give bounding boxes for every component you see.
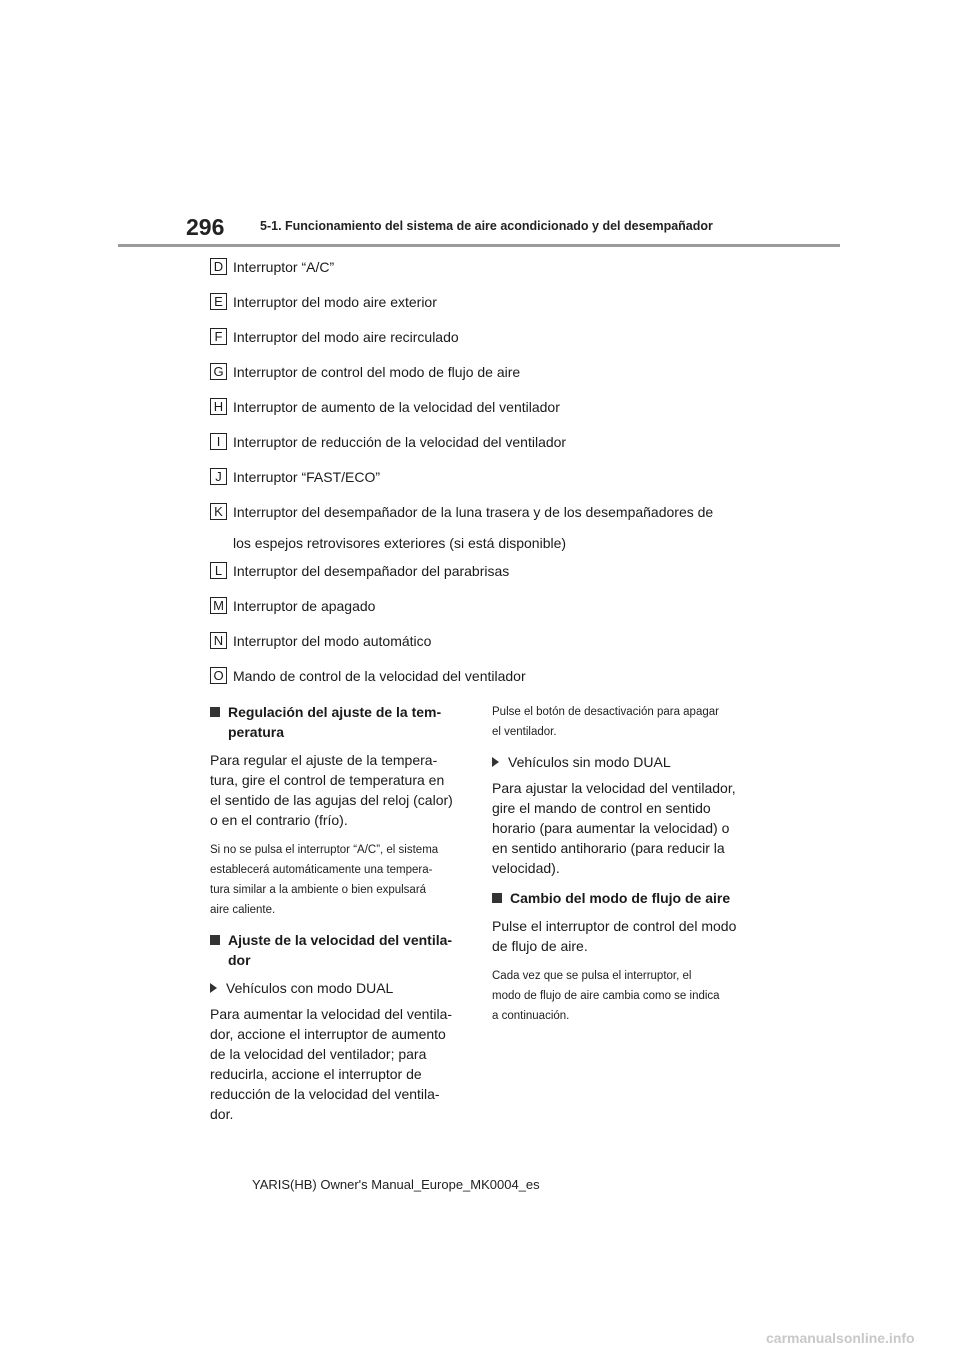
page-number: 296 [186,214,225,240]
legend-item [210,597,770,615]
legend-text [233,398,560,416]
legend-label: Interruptor de control del modo de flujo de aire [233,364,521,380]
legend-text [233,468,380,486]
square-bullet-icon [210,935,220,945]
legend-text [233,503,713,552]
legend-item [210,328,770,346]
letter-badge: M [210,597,227,614]
legend-item [210,667,770,685]
square-bullet-icon [492,893,502,903]
legend-label: Interruptor de apagado [233,598,376,614]
off-button-note: Pulse el botón de desactivación para apagar el ventilador. [492,706,719,738]
legend-item [210,433,770,451]
subheading-dual: Vehículos con modo DUAL [210,978,465,998]
subheading-no-dual: Vehículos sin modo DUAL [492,752,747,772]
letter-badge: I [210,433,227,450]
legend-item [210,258,770,276]
legend-text [233,433,566,451]
legend-label: Interruptor “FAST/ECO” [233,469,381,485]
legend-label-continuation: los espejos retrovisores exteriores (si está disponible) [233,535,567,551]
legend-item [210,632,770,650]
legend-label: Interruptor del modo aire exterior [233,294,437,310]
legend-item [210,503,770,552]
airflow-paragraph: Pulse el interruptor de control del modo de flujo de aire. [492,918,737,954]
dual-paragraph: Para aumentar la velocidad del ventila- dor, accione el interruptor de aumento de la velocidad del ventilador; para reducirla, accione el interruptor de reducción de la velocidad del ventila- dor. [210,1006,453,1122]
temperature-note: Si no se pulsa el interruptor “A/C”, el sistema establecerá automáticamente una tempera- tura similar a la ambiente o bien expulsará aire caliente. [210,844,439,916]
letter-badge: F [210,328,227,345]
legend-label: Interruptor del modo aire recirculado [233,329,459,345]
legend-text [233,667,526,685]
heading-fan-speed: Ajuste de la velocidad del ventila- dor [210,930,465,970]
letter-badge: H [210,398,227,415]
airflow-note: Cada vez que se pulsa el interruptor, el modo de flujo de aire cambia como se indica a continuación. [492,970,720,1022]
letter-badge: L [210,562,227,579]
letter-badge: J [210,468,227,485]
letter-badge: E [210,293,227,310]
legend-label: Interruptor del desempañador de la luna trasera y de los desempañadores de [233,504,714,520]
letter-badge: D [210,258,227,275]
letter-badge: K [210,503,227,520]
legend-text [233,562,509,580]
legend-label: Interruptor de reducción de la velocidad del ventilador [233,434,567,450]
legend-label: Interruptor “A/C” [233,259,335,275]
no-dual-paragraph: Para ajustar la velocidad del ventilador, gire el mando de control en sentido horario (para aumentar la velocidad) o en sentido antihorario (para reducir la velocidad). [492,780,736,876]
square-bullet-icon [210,707,220,717]
legend-text [233,258,334,276]
letter-badge: N [210,632,227,649]
watermark: carmanualsonline.info [766,1330,915,1346]
triangle-bullet-icon [492,757,499,767]
left-column [210,702,465,1134]
legend-list [210,258,770,702]
temperature-paragraph: Para regular el ajuste de la tempera- tura, gire el control de temperatura en el sentido de las agujas del reloj (calor) o en el contrario (frío). [210,752,453,828]
legend-label: Interruptor del desempañador del parabrisas [233,563,510,579]
legend-text [233,597,375,615]
letter-badge: O [210,667,227,684]
legend-label: Interruptor de aumento de la velocidad del ventilador [233,399,560,415]
legend-item [210,363,770,381]
legend-label: Interruptor del modo automático [233,633,432,649]
legend-item [210,562,770,580]
legend-item [210,293,770,311]
letter-badge: G [210,363,227,380]
section-title: 5-1. Funcionamiento del sistema de aire acondicionado y del desempañador [260,219,713,233]
legend-label: Mando de control de la velocidad del ventilador [233,668,526,684]
footer-text: YARIS(HB) Owner's Manual_Europe_MK0004_es [252,1177,540,1192]
legend-item [210,468,770,486]
legend-text [233,632,431,650]
legend-text [233,328,459,346]
legend-text [233,293,437,311]
header-divider [118,244,840,247]
legend-item [210,398,770,416]
triangle-bullet-icon [210,983,217,993]
heading-temperature: Regulación del ajuste de la tem- peratura [210,702,465,742]
right-column [492,702,747,1036]
legend-text [233,363,520,381]
heading-airflow-mode: Cambio del modo de flujo de aire [492,888,747,908]
